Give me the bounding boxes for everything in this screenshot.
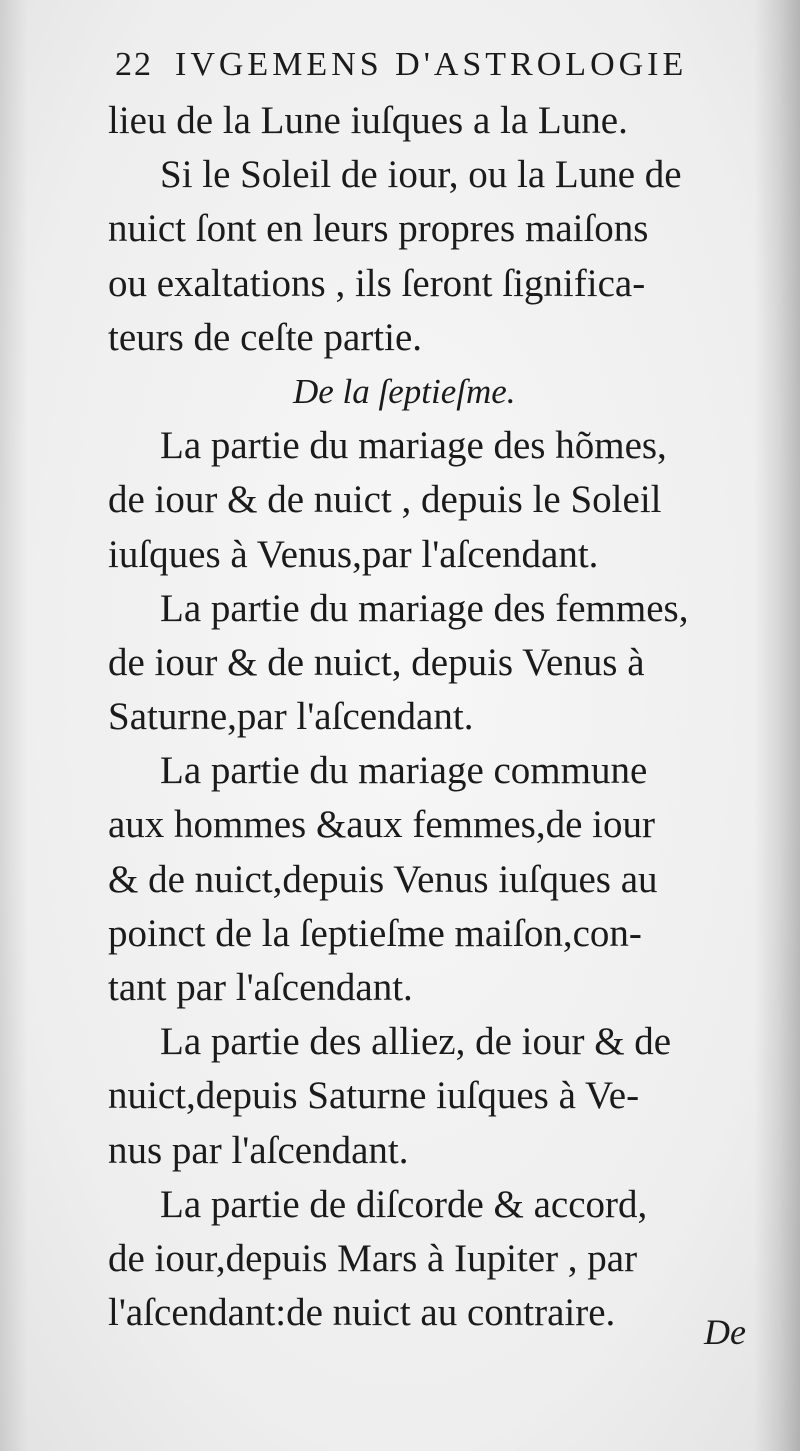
text-line: de iour & de nuict , depuis le Soleil xyxy=(108,478,662,522)
text-line: nuict,depuis Saturne iuſques à Ve- xyxy=(108,1074,640,1118)
text-line: nus par l'aſcendant. xyxy=(108,1128,409,1172)
text-line: poinct de la ſeptieſme maiſon,con- xyxy=(108,911,642,955)
body-text xyxy=(108,94,763,1340)
text-line: de iour & de nuict, depuis Venus à xyxy=(108,640,645,684)
gutter-shadow xyxy=(0,0,28,1451)
text-line: de iour,depuis Mars à Iupiter , par xyxy=(108,1236,638,1280)
text-line: iuſques à Venus,par l'aſcendant. xyxy=(108,532,599,576)
paragraph-start-line: La partie du mariage des femmes, xyxy=(160,586,689,630)
text-line: nuict ſont en leurs propres maiſons xyxy=(108,207,649,251)
page-number: 22 xyxy=(115,46,153,83)
running-title: IVGEMENS D'ASTROLOGIE xyxy=(175,46,688,83)
section-heading: De la ſeptieſme. xyxy=(293,371,516,411)
paragraph-start-line: Si le Soleil de iour, ou la Lune de xyxy=(160,153,682,197)
paragraph-start-line: La partie de diſcorde & accord, xyxy=(160,1182,648,1226)
paragraph-start-line: La partie des alliez, de iour & de xyxy=(160,1020,672,1064)
paragraph-start-line: La partie du mariage commune xyxy=(160,749,648,793)
text-line: & de nuict,depuis Venus iuſques au xyxy=(108,857,658,901)
text-line: Saturne,par l'aſcendant. xyxy=(108,695,474,739)
text-line: lieu de la Lune iuſques a la Lune. xyxy=(108,99,628,142)
text-line: l'aſcendant:de nuict au contraire. xyxy=(108,1291,616,1335)
catchword: De xyxy=(704,1312,746,1352)
text-line: aux hommes &aux femmes,de iour xyxy=(108,803,655,847)
paragraph-start-line: La partie du mariage des hõmes, xyxy=(160,424,667,468)
running-header xyxy=(115,40,745,90)
text-line: ou exaltations , ils ſeront ſignifica- xyxy=(108,261,646,305)
text-line: tant par l'aſcendant. xyxy=(108,966,413,1009)
text-line: teurs de ceſte partie. xyxy=(108,315,422,359)
